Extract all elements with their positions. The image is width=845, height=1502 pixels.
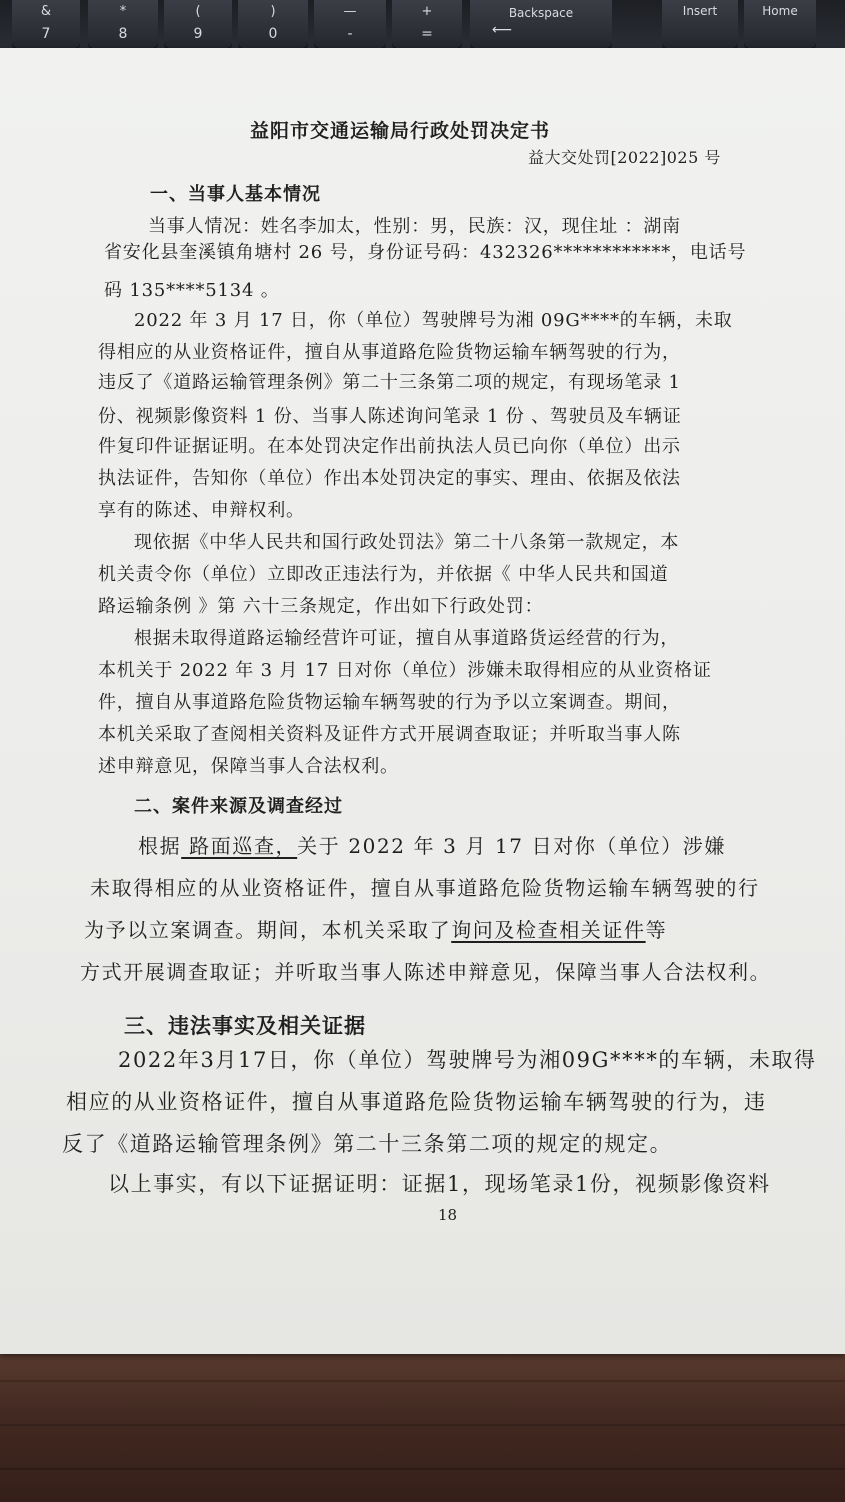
- text-line: 2022年3月17日，你（单位）驾驶牌号为湘09G****的车辆，未取得: [118, 1048, 817, 1072]
- text-line: 份、视频影像资料 1 份、当事人陈述询问笔录 1 份 、驾驶员及车辆证: [98, 406, 682, 427]
- key-equals: + =: [392, 0, 462, 50]
- page-number: 18: [438, 1206, 458, 1224]
- desk-surface: [0, 1350, 845, 1502]
- key-backspace: Backspace ⟵: [470, 0, 612, 50]
- text-line: 根据 路面巡查，关于 2022 年 3 月 17 日对你（单位）涉嫌: [138, 834, 726, 858]
- text-line: 享有的陈述、申辩权利。: [98, 500, 305, 521]
- text-line: 违反了《道路运输管理条例》第二十三条第二项的规定，有现场笔录 1: [98, 372, 681, 393]
- section-heading-3: 三、违法事实及相关证据: [124, 1013, 366, 1038]
- backspace-arrow-icon: ⟵: [492, 22, 513, 38]
- text-line: 为予以立案调查。期间，本机关采取了询问及检查相关证件等: [84, 918, 668, 942]
- text-line: 根据未取得道路运输经营许可证，擅自从事道路货运经营的行为，: [134, 628, 680, 649]
- text-line: 述申辩意见，保障当事人合法权利。: [98, 756, 399, 777]
- key-insert: Insert: [662, 0, 738, 50]
- key-minus: — -: [314, 0, 386, 50]
- keyboard: [0, 0, 845, 52]
- text-line: 当事人情况：姓名李加太，性别：男，民族：汉，现住址 ：湖南: [148, 216, 681, 237]
- key-home: Home: [744, 0, 816, 50]
- document-title: 益阳市交通运输局行政处罚决定书: [250, 120, 551, 142]
- document-page: [0, 48, 845, 1354]
- text-line: 省安化县奎溪镇角塘村 26 号，身份证号码：432326************，电话号: [104, 242, 747, 263]
- text-line: 相应的从业资格证件，擅自从事道路危险货物运输车辆驾驶的行为，违: [66, 1090, 767, 1114]
- underlined-method: 询问及检查相关证件: [451, 918, 646, 942]
- key-7: & 7: [12, 0, 80, 50]
- key-9: ( 9: [164, 0, 232, 50]
- text-line: 本机关采取了查阅相关资料及证件方式开展调查取证；并听取当事人陈: [98, 724, 681, 745]
- key-8: * 8: [88, 0, 158, 50]
- text-line: 本机关于 2022 年 3 月 17 日对你（单位）涉嫌未取得相应的从业资格证: [98, 660, 712, 681]
- text-line: 码 135****5134 。: [104, 280, 280, 301]
- text-line: 2022 年 3 月 17 日，你（单位）驾驶牌号为湘 09G****的车辆，未取: [134, 310, 733, 331]
- underlined-source: 路面巡查，: [181, 834, 298, 858]
- text-line: 现依据《中华人民共和国行政处罚法》第二十八条第一款规定，本: [134, 532, 680, 553]
- text-line: 件复印件证据证明。在本处罚决定作出前执法人员已向你（单位）出示: [98, 436, 681, 457]
- document-number: 益大交处罚[2022]025 号: [528, 148, 721, 167]
- text-line: 未取得相应的从业资格证件，擅自从事道路危险货物运输车辆驾驶的行: [90, 876, 760, 900]
- text-line: 反了《道路运输管理条例》第二十三条第二项的规定的规定。: [62, 1132, 673, 1156]
- section-heading-2: 二、案件来源及调查经过: [134, 796, 343, 817]
- key-0: ) 0: [238, 0, 308, 50]
- text-line: 得相应的从业资格证件，擅自从事道路危险货物运输车辆驾驶的行为，: [98, 342, 681, 363]
- text-line: 以上事实，有以下证据证明：证据1，现场笔录1份，视频影像资料: [108, 1172, 771, 1196]
- text-line: 路运输条例 》第 六十三条规定，作出如下行政处罚：: [98, 596, 544, 617]
- text-line: 件，擅自从事道路危险货物运输车辆驾驶的行为予以立案调查。期间，: [98, 692, 681, 713]
- section-heading-1: 一、当事人基本情况: [150, 184, 321, 205]
- text-line: 执法证件，告知你（单位）作出本处罚决定的事实、理由、依据及依法: [98, 468, 681, 489]
- text-line: 方式开展调查取证；并听取当事人陈述申辩意见，保障当事人合法权利。: [80, 960, 772, 984]
- text-line: 机关责令你（单位）立即改正违法行为，并依据《 中华人民共和国道: [98, 564, 669, 585]
